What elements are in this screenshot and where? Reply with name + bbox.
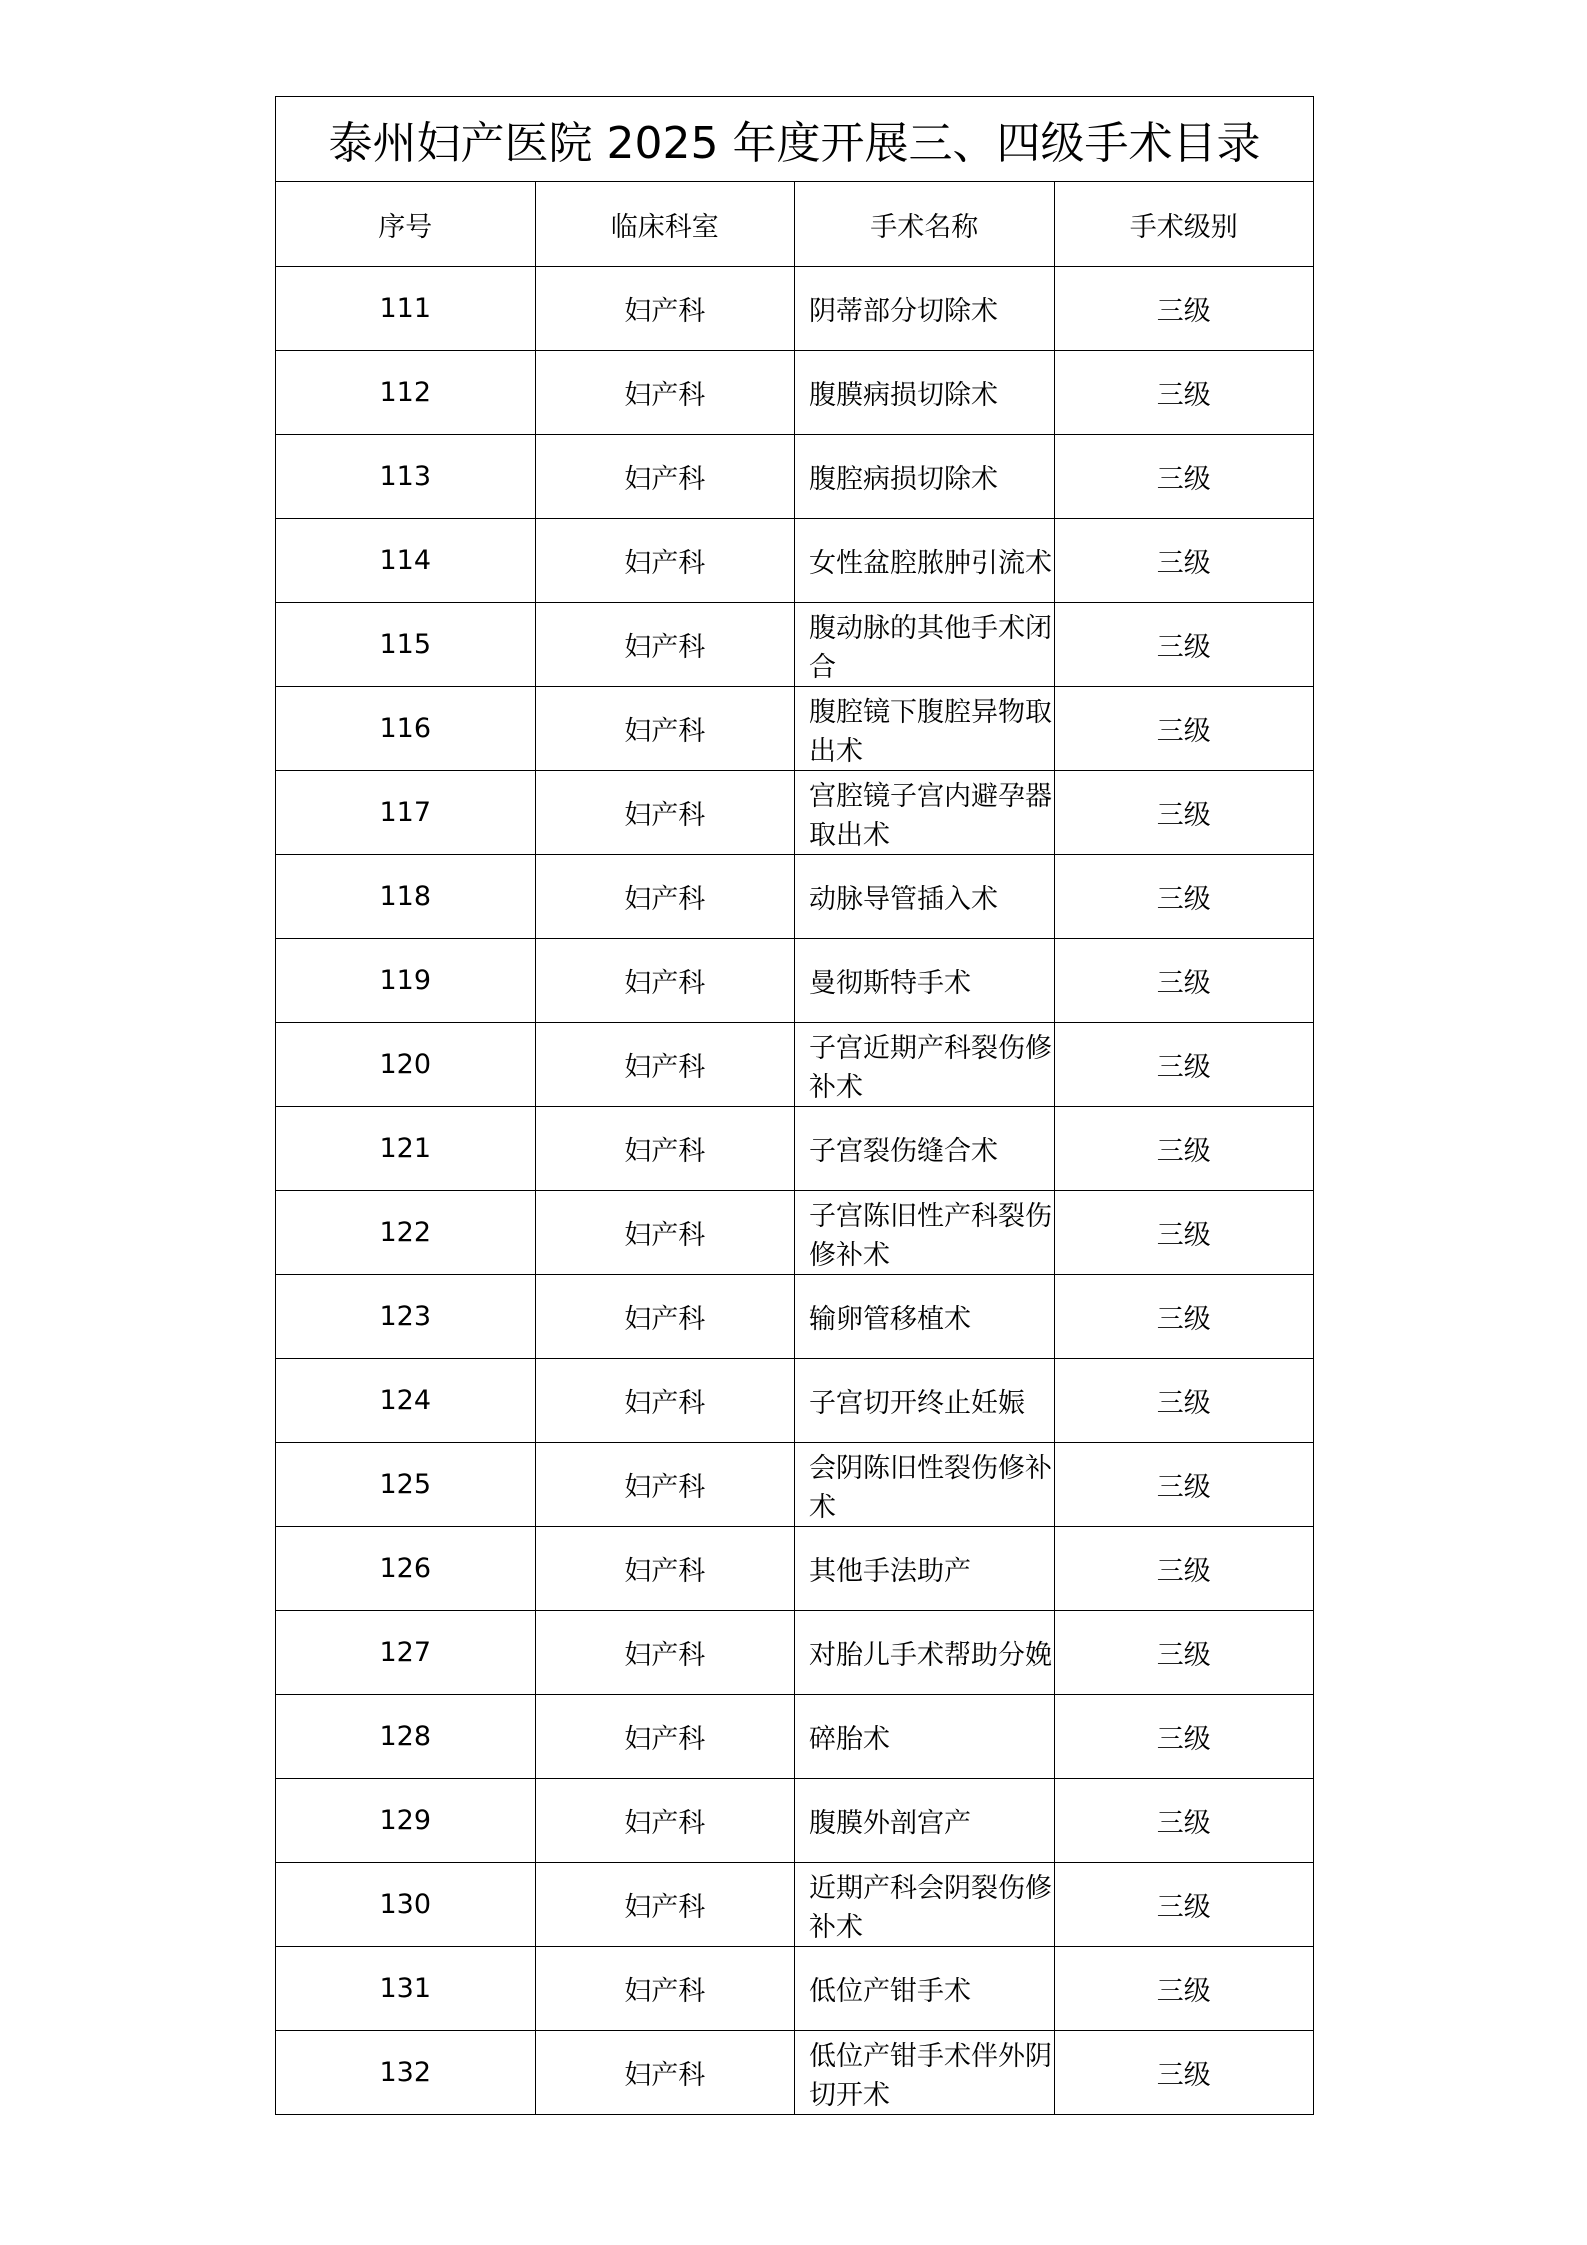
- cell-level: 三级: [1054, 603, 1314, 687]
- cell-dept: 妇产科: [535, 1275, 795, 1359]
- cell-no: 130: [276, 1863, 536, 1947]
- surgery-catalog-table: [275, 96, 1314, 2115]
- cell-name: 其他手法助产: [795, 1527, 1055, 1611]
- cell-name: 腹动脉的其他手术闭合: [795, 603, 1055, 687]
- cell-no: 119: [276, 939, 536, 1023]
- column-header-no: 序号: [276, 182, 536, 267]
- cell-dept: 妇产科: [535, 1191, 795, 1275]
- cell-name: 宫腔镜子宫内避孕器取出术: [795, 771, 1055, 855]
- table-row: [276, 1275, 1314, 1359]
- cell-dept: 妇产科: [535, 1611, 795, 1695]
- cell-no: 113: [276, 435, 536, 519]
- table-row: [276, 1443, 1314, 1527]
- column-header-dept: 临床科室: [535, 182, 795, 267]
- cell-level: 三级: [1054, 1191, 1314, 1275]
- cell-dept: 妇产科: [535, 1863, 795, 1947]
- cell-name: 子宫陈旧性产科裂伤修补术: [795, 1191, 1055, 1275]
- cell-no: 115: [276, 603, 536, 687]
- cell-level: 三级: [1054, 1527, 1314, 1611]
- cell-no: 122: [276, 1191, 536, 1275]
- cell-level: 三级: [1054, 1863, 1314, 1947]
- cell-name: 对胎儿手术帮助分娩: [795, 1611, 1055, 1695]
- cell-level: 三级: [1054, 1107, 1314, 1191]
- table-row: [276, 939, 1314, 1023]
- cell-name: 腹膜外剖宫产: [795, 1779, 1055, 1863]
- table-row: [276, 351, 1314, 435]
- cell-name: 子宫裂伤缝合术: [795, 1107, 1055, 1191]
- cell-no: 128: [276, 1695, 536, 1779]
- table-row: [276, 855, 1314, 939]
- cell-level: 三级: [1054, 435, 1314, 519]
- table-header-row: [276, 182, 1314, 267]
- cell-dept: 妇产科: [535, 267, 795, 351]
- table-row: [276, 1779, 1314, 1863]
- cell-name: 动脉导管插入术: [795, 855, 1055, 939]
- cell-dept: 妇产科: [535, 1107, 795, 1191]
- cell-dept: 妇产科: [535, 687, 795, 771]
- table-row: [276, 2031, 1314, 2115]
- cell-no: 112: [276, 351, 536, 435]
- table-row: [276, 1191, 1314, 1275]
- cell-no: 117: [276, 771, 536, 855]
- table-row: [276, 1359, 1314, 1443]
- cell-name: 低位产钳手术: [795, 1947, 1055, 2031]
- table-row: [276, 435, 1314, 519]
- cell-no: 124: [276, 1359, 536, 1443]
- cell-dept: 妇产科: [535, 1443, 795, 1527]
- cell-no: 121: [276, 1107, 536, 1191]
- cell-dept: 妇产科: [535, 519, 795, 603]
- table-row: [276, 267, 1314, 351]
- table-row: [276, 1023, 1314, 1107]
- cell-level: 三级: [1054, 855, 1314, 939]
- cell-no: 111: [276, 267, 536, 351]
- cell-level: 三级: [1054, 1779, 1314, 1863]
- surgery-catalog-page: [275, 96, 1314, 2115]
- table-row: [276, 687, 1314, 771]
- table-row: [276, 1107, 1314, 1191]
- table-body: [276, 267, 1314, 2115]
- cell-level: 三级: [1054, 771, 1314, 855]
- cell-dept: 妇产科: [535, 2031, 795, 2115]
- cell-no: 123: [276, 1275, 536, 1359]
- cell-level: 三级: [1054, 1443, 1314, 1527]
- title-row: [276, 97, 1314, 182]
- cell-no: 125: [276, 1443, 536, 1527]
- cell-no: 118: [276, 855, 536, 939]
- cell-no: 126: [276, 1527, 536, 1611]
- cell-name: 子宫近期产科裂伤修补术: [795, 1023, 1055, 1107]
- cell-no: 131: [276, 1947, 536, 2031]
- cell-dept: 妇产科: [535, 939, 795, 1023]
- cell-no: 129: [276, 1779, 536, 1863]
- cell-dept: 妇产科: [535, 1023, 795, 1107]
- cell-no: 127: [276, 1611, 536, 1695]
- table-row: [276, 1527, 1314, 1611]
- document-title: 泰州妇产医院 2025 年度开展三、四级手术目录: [276, 97, 1314, 182]
- cell-dept: 妇产科: [535, 1695, 795, 1779]
- cell-name: 腹腔镜下腹腔异物取出术: [795, 687, 1055, 771]
- column-header-name: 手术名称: [795, 182, 1055, 267]
- cell-name: 输卵管移植术: [795, 1275, 1055, 1359]
- cell-dept: 妇产科: [535, 1527, 795, 1611]
- cell-name: 近期产科会阴裂伤修补术: [795, 1863, 1055, 1947]
- cell-dept: 妇产科: [535, 1359, 795, 1443]
- cell-name: 女性盆腔脓肿引流术: [795, 519, 1055, 603]
- cell-dept: 妇产科: [535, 1947, 795, 2031]
- cell-dept: 妇产科: [535, 1779, 795, 1863]
- table-row: [276, 1695, 1314, 1779]
- cell-level: 三级: [1054, 1023, 1314, 1107]
- cell-level: 三级: [1054, 939, 1314, 1023]
- cell-name: 腹膜病损切除术: [795, 351, 1055, 435]
- cell-name: 曼彻斯特手术: [795, 939, 1055, 1023]
- table-row: [276, 1611, 1314, 1695]
- cell-name: 子宫切开终止妊娠: [795, 1359, 1055, 1443]
- table-row: [276, 771, 1314, 855]
- table-row: [276, 519, 1314, 603]
- cell-level: 三级: [1054, 1275, 1314, 1359]
- table-row: [276, 1863, 1314, 1947]
- cell-dept: 妇产科: [535, 351, 795, 435]
- cell-no: 116: [276, 687, 536, 771]
- cell-level: 三级: [1054, 1695, 1314, 1779]
- table-row: [276, 1947, 1314, 2031]
- cell-name: 腹腔病损切除术: [795, 435, 1055, 519]
- cell-dept: 妇产科: [535, 603, 795, 687]
- cell-level: 三级: [1054, 267, 1314, 351]
- cell-no: 132: [276, 2031, 536, 2115]
- cell-level: 三级: [1054, 2031, 1314, 2115]
- cell-level: 三级: [1054, 1947, 1314, 2031]
- cell-name: 会阴陈旧性裂伤修补术: [795, 1443, 1055, 1527]
- column-header-level: 手术级别: [1054, 182, 1314, 267]
- table-row: [276, 603, 1314, 687]
- cell-level: 三级: [1054, 1359, 1314, 1443]
- cell-level: 三级: [1054, 519, 1314, 603]
- cell-dept: 妇产科: [535, 771, 795, 855]
- cell-no: 120: [276, 1023, 536, 1107]
- cell-no: 114: [276, 519, 536, 603]
- cell-dept: 妇产科: [535, 435, 795, 519]
- cell-level: 三级: [1054, 351, 1314, 435]
- cell-level: 三级: [1054, 687, 1314, 771]
- cell-name: 碎胎术: [795, 1695, 1055, 1779]
- cell-name: 低位产钳手术伴外阴切开术: [795, 2031, 1055, 2115]
- cell-name: 阴蒂部分切除术: [795, 267, 1055, 351]
- cell-level: 三级: [1054, 1611, 1314, 1695]
- cell-dept: 妇产科: [535, 855, 795, 939]
